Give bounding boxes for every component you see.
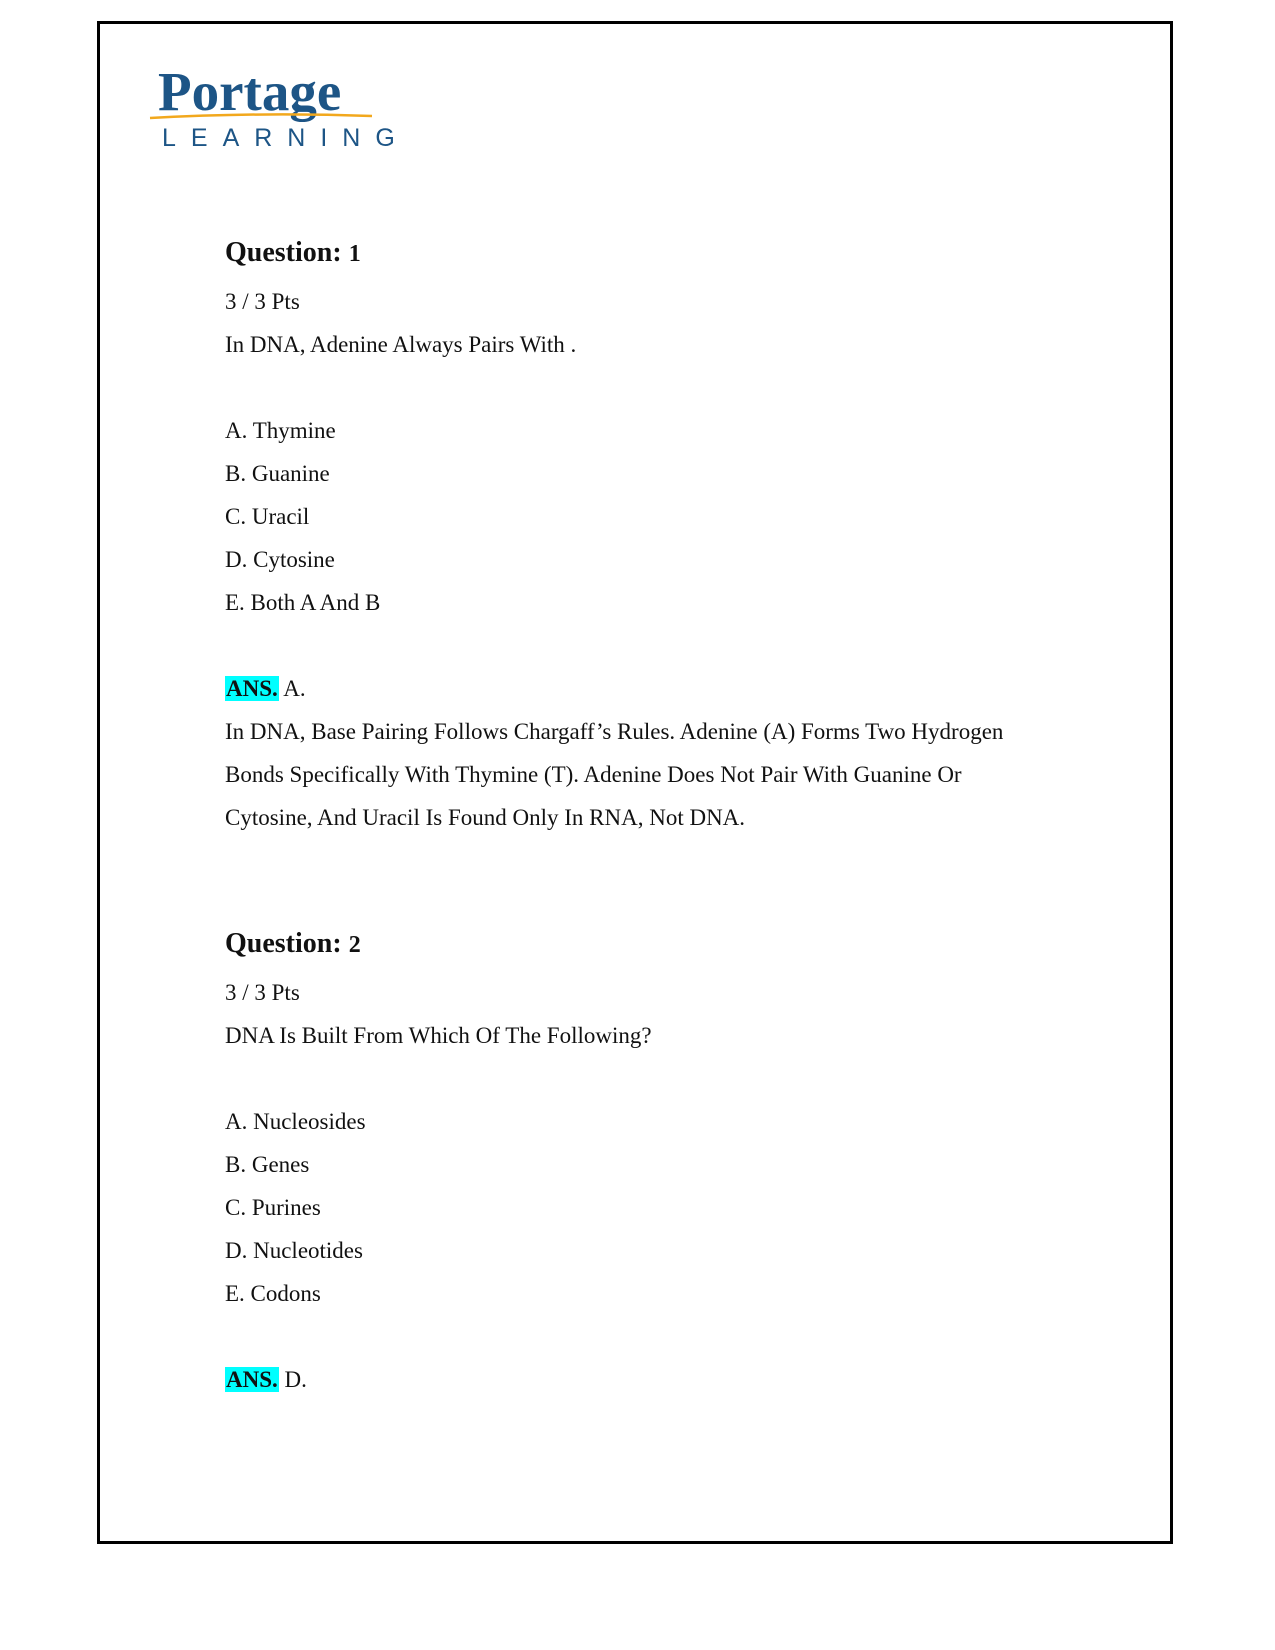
question-label: Question: [225, 237, 342, 268]
option-b: B. Genes [225, 1152, 310, 1177]
question-points: 3 / 3 Pts [225, 980, 300, 1005]
question-label: Question: [225, 928, 342, 959]
logo-sub-text: LEARNING [162, 124, 410, 152]
answer-tag: ANS. [226, 676, 278, 701]
answer-value: A. [283, 676, 306, 701]
portage-learning-logo [150, 61, 410, 166]
logo-brand-text: Portage [158, 61, 342, 122]
explanation-line-3: Cytosine, And Uracil Is Found Only In RNA, Not DNA. [225, 805, 746, 830]
option-e: E. Both A And B [225, 590, 381, 615]
question-2 [225, 925, 1095, 1401]
question-prompt: DNA Is Built From Which Of The Following? [225, 1023, 652, 1048]
answer-tag: ANS. [226, 1367, 278, 1392]
question-points: 3 / 3 Pts [225, 289, 300, 314]
option-b: B. Guanine [225, 461, 330, 486]
question-number: 2 [348, 932, 361, 958]
option-a: A. Nucleosides [225, 1109, 366, 1134]
answer-value: D. [284, 1367, 307, 1392]
option-d: D. Cytosine [225, 547, 335, 572]
question-heading [225, 234, 1095, 273]
document-content [225, 234, 1095, 1401]
question-prompt: In DNA, Adenine Always Pairs With . [225, 332, 577, 357]
option-e: E. Codons [225, 1281, 321, 1306]
option-d: D. Nucleotides [225, 1238, 363, 1263]
explanation-line-1: In DNA, Base Pairing Follows Chargaff’s Rules. Adenine (A) Forms Two Hydrogen [225, 719, 1004, 744]
answer-line [225, 1358, 1095, 1401]
explanation-line-2: Bonds Specifically With Thymine (T). Adenine Does Not Pair With Guanine Or [225, 762, 962, 787]
question-heading [225, 925, 1095, 964]
answer-line [225, 667, 1095, 710]
option-c: C. Uracil [225, 504, 310, 529]
option-c: C. Purines [225, 1195, 321, 1220]
option-a: A. Thymine [225, 418, 336, 443]
question-number: 1 [348, 241, 361, 267]
logo-graphic [150, 61, 410, 166]
question-1 [225, 234, 1095, 839]
